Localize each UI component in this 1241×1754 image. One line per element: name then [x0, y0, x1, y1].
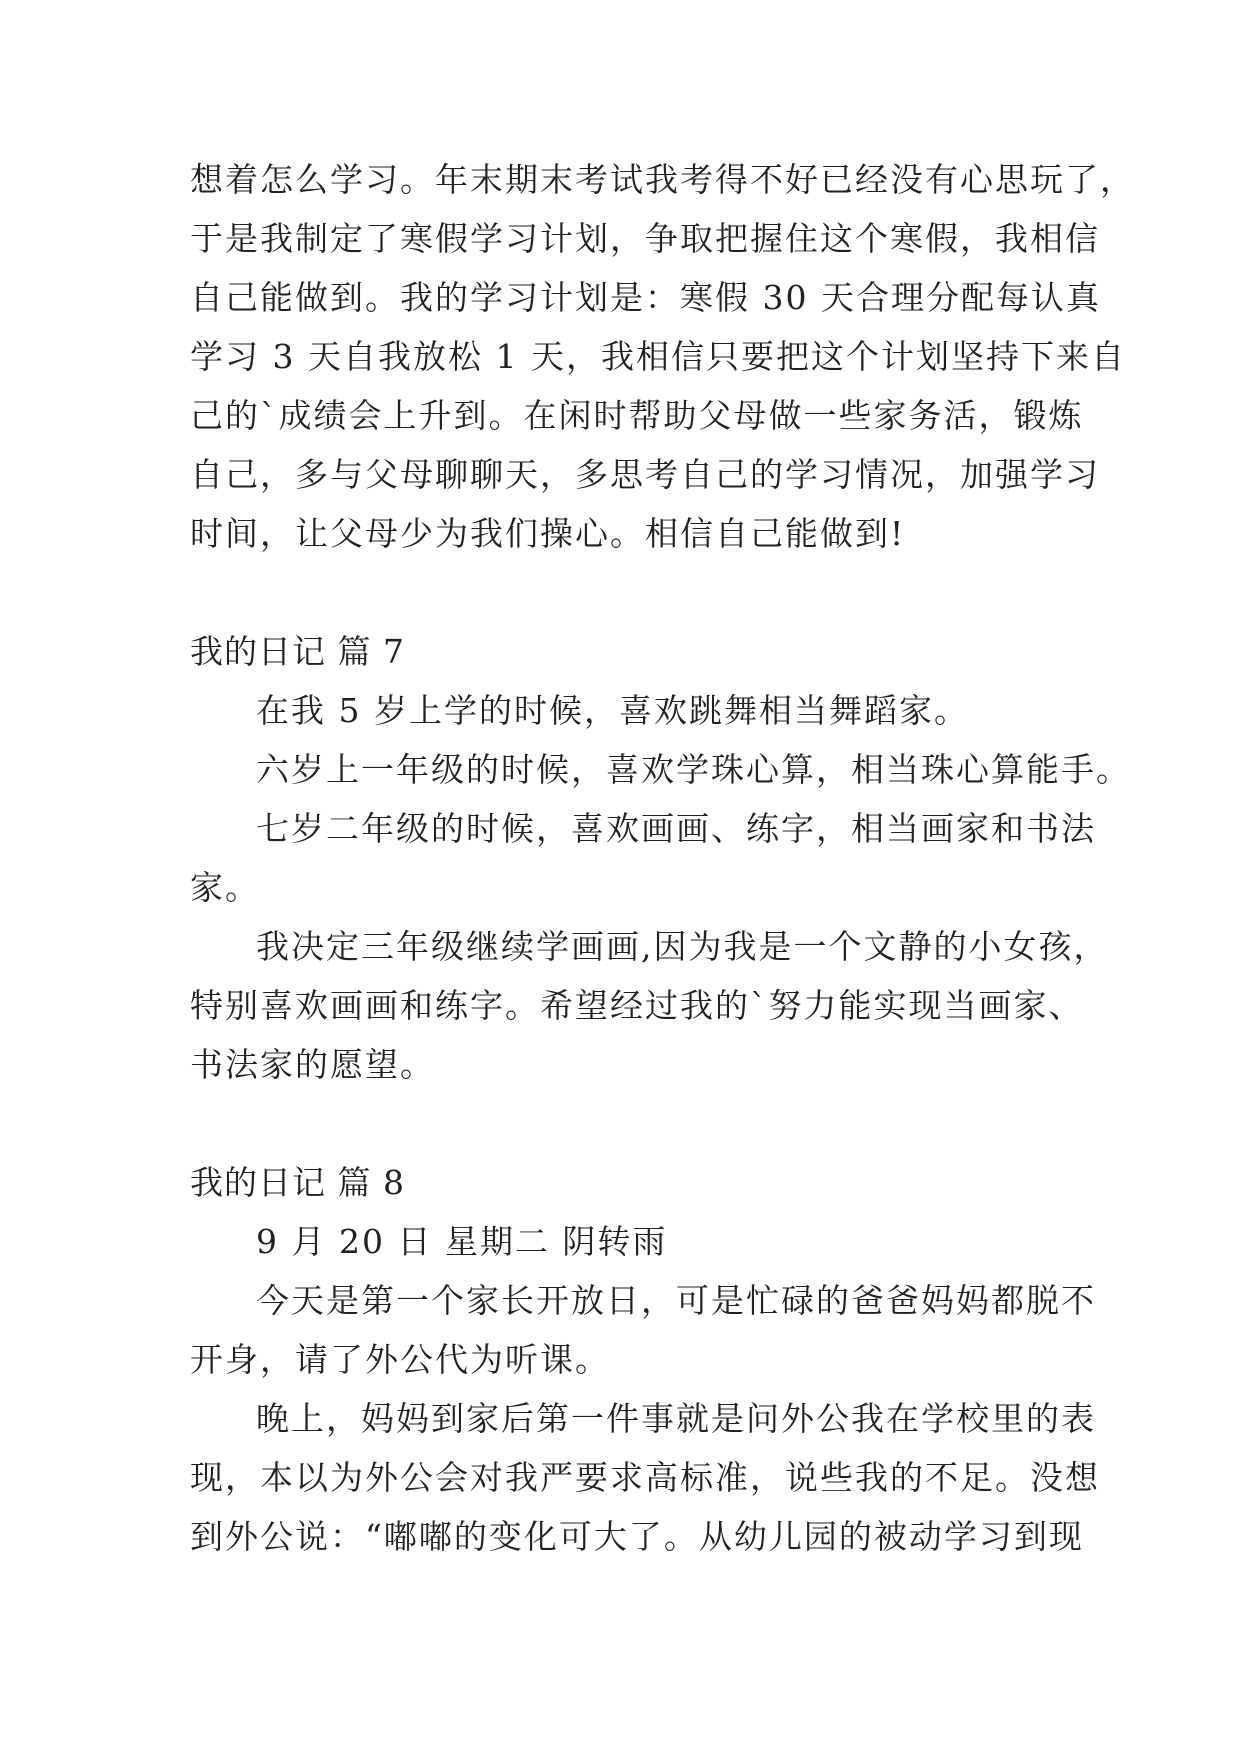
text-line: 自己能做到。我的学习计划是：寒假 30 天合理分配每认真 — [190, 278, 1101, 317]
diary-entry-7 — [190, 622, 1131, 1094]
paragraph-line: 现，本以为外公会对我严要求高标准，说些我的不足。没想 — [190, 1458, 1100, 1497]
text-line: 学习 3 天自我放松 1 天，我相信只要把这个计划坚持下来自 — [190, 337, 1126, 376]
paragraph-line: 在我 5 岁上学的时候，喜欢跳舞相当舞蹈家。 — [256, 691, 969, 730]
paragraph-line: 到外公说：“嘟嘟的变化可大了。从幼儿园的被动学习到现 — [190, 1517, 1084, 1556]
entry-date: 9 月 20 日 星期二 阴转雨 — [256, 1222, 668, 1261]
diary-entry-8 — [190, 1153, 1100, 1566]
section-spacer — [190, 1094, 1070, 1153]
text-line: 想着怎么学习。年末期末考试我考得不好已经没有心思玩了， — [190, 160, 1135, 199]
paragraph-line: 七岁二年级的时候，喜欢画画、练字，相当画家和书法 — [256, 809, 1096, 848]
entry-title: 我的日记 篇 8 — [190, 1163, 405, 1202]
paragraph-line: 书法家的愿望。 — [190, 1045, 435, 1084]
text-line: 时间，让父母少为我们操心。相信自己能做到! — [190, 514, 906, 553]
section-spacer — [190, 563, 1070, 622]
paragraph-line: 家。 — [190, 868, 260, 907]
paragraph-line: 晚上，妈妈到家后第一件事就是问外公我在学校里的表 — [256, 1399, 1096, 1438]
paragraph-line: 特别喜欢画画和练字。希望经过我的`努力能实现当画家、 — [190, 986, 1084, 1025]
paragraph-line: 今天是第一个家长开放日，可是忙碌的爸爸妈妈都脱不 — [256, 1281, 1096, 1320]
entry-title: 我的日记 篇 7 — [190, 632, 405, 671]
paragraph-line: 我决定三年级继续学画画,因为我是一个文静的小女孩， — [256, 927, 1109, 966]
text-line: 于是我制定了寒假学习计划，争取把握住这个寒假，我相信 — [190, 219, 1100, 258]
continued-paragraph — [190, 150, 1135, 563]
paragraph-line: 开身，请了外公代为听课。 — [190, 1340, 610, 1379]
document-page — [190, 150, 1135, 1566]
text-line: 己的`成绩会上升到。在闲时帮助父母做一些家务活，锻炼 — [190, 396, 1084, 435]
text-line: 自己，多与父母聊聊天，多思考自己的学习情况，加强学习 — [190, 455, 1100, 494]
paragraph-line: 六岁上一年级的时候，喜欢学珠心算，相当珠心算能手。 — [256, 750, 1131, 789]
